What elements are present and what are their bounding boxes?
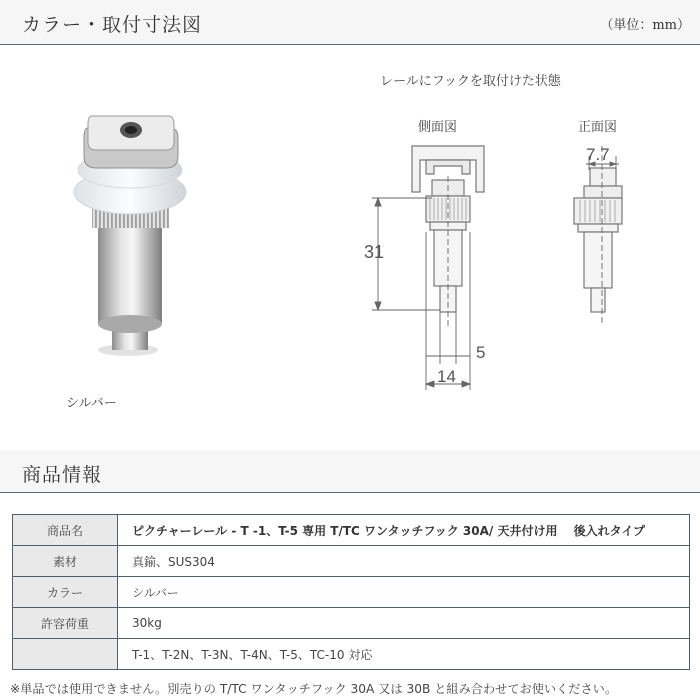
footnote: ※単品では使用できません。別売りの T/TC ワンタッチフック 30A 又は 30B と組み合わせてお使いください。 [10,682,618,696]
front-view-label: 正面図 [578,120,618,135]
spec-key: 素材 [13,546,118,577]
table-row [13,608,690,639]
unit-label: （単位：mm） [600,18,690,33]
spec-value: シルバー [118,577,690,608]
spec-value: ピクチャーレール - T -1、T-5 専用 T/TC ワンタッチフック 30A/ 天井付け用 後入れタイプ [118,515,690,546]
spec-value: 30kg [118,608,690,639]
dim-width-top-label: 7.7 [586,145,610,164]
color-label: シルバー [66,396,117,411]
section-header-product-info [0,450,700,493]
dim-height-label: 31 [364,242,385,262]
spec-table [12,514,690,670]
section-title: カラー・取付寸法図 [22,14,203,36]
spec-key: 商品名 [13,515,118,546]
dimension-area [0,46,700,446]
table-row [13,546,690,577]
product-photo [74,116,186,356]
table-row [13,577,690,608]
spec-key [13,639,118,670]
table-row [13,515,690,546]
front-view-drawing [574,168,622,312]
section-title: 商品情報 [22,464,103,486]
spec-value: 真鍮、SUS304 [118,546,690,577]
dim-width-bottom-label: 14 [437,367,456,386]
section-header-dimensions [0,0,700,45]
table-row [13,639,690,670]
side-view-label: 側面図 [418,120,458,135]
spec-key: カラー [13,577,118,608]
spec-key: 許容荷重 [13,608,118,639]
spec-value: T-1、T-2N、T-3N、T-4N、T-5、TC-10 対応 [118,639,690,670]
drawing-caption: レールにフックを取付けた状態 [380,74,561,89]
product-illustration [0,46,700,446]
dim-pin-label: 5 [476,343,486,362]
